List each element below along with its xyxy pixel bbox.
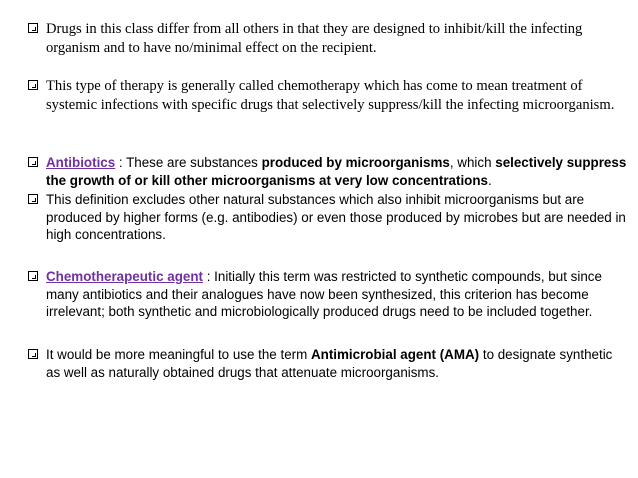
checkbox-bullet-icon bbox=[28, 23, 38, 33]
antibiotics-link[interactable]: Antibiotics bbox=[46, 155, 116, 170]
checkbox-bullet-icon bbox=[28, 157, 38, 167]
bullet-chemotherapeutic-agent bbox=[28, 268, 628, 321]
chemotherapeutic-agent-link[interactable]: Chemotherapeutic agent bbox=[46, 269, 203, 284]
bullet-text: It would be more meaningful to use the term Antimicrobial agent (AMA) to designate synthetic as well as naturally obtained drugs that attenuate microorganisms. bbox=[46, 347, 613, 380]
checkbox-bullet-icon bbox=[28, 349, 38, 359]
checkbox-bullet-icon bbox=[28, 194, 38, 204]
bullet-text: Drugs in this class differ from all others in that they are designed to inhibit/kill the infecting organism and to have no/minimal effect on the recipient. bbox=[46, 21, 583, 56]
bullet-antibiotics bbox=[28, 154, 628, 189]
bullet-text: This type of therapy is generally called chemotherapy which has come to mean treatment of systemic infections with specific drugs that selectively suppress/kill the infecting microorganism. bbox=[46, 78, 615, 113]
bullet-text: This definition excludes other natural substances which also inhibit microorganisms but are produced by higher forms (e.g. antibodies) or even those produced by microbes but are needed in high concentrations. bbox=[46, 192, 626, 242]
checkbox-bullet-icon bbox=[28, 80, 38, 90]
bullet-antimicrobial-agent bbox=[28, 346, 628, 381]
bullet-definition-excludes bbox=[28, 191, 628, 244]
bullet-chemotherapy bbox=[28, 77, 628, 114]
bullet-drugs-class bbox=[28, 20, 628, 57]
checkbox-bullet-icon bbox=[28, 271, 38, 281]
bullet-text: Chemotherapeutic agent : Initially this term was restricted to synthetic compounds, but since many antibiotics and their analogues have now been synthesized, this criterion has become irrelevant; both synthetic and microbiologically produced drugs need to be included together. bbox=[46, 269, 602, 319]
bullet-text: Antibiotics : These are substances produced by microorganisms, which selectively suppress the growth of or kill other microorganisms at very low concentrations. bbox=[46, 155, 627, 188]
